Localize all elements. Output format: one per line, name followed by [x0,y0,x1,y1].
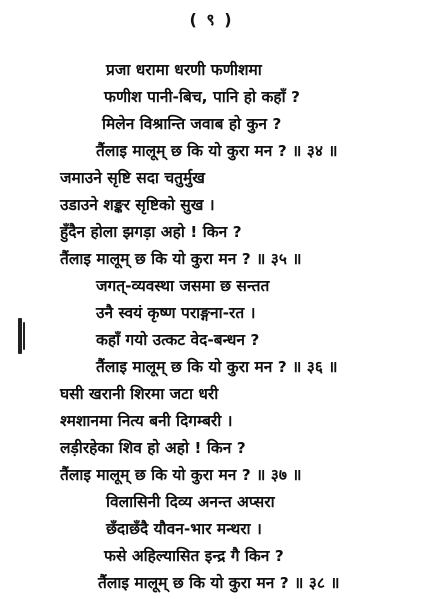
verse-line: तैंलाइ मालूम् छ कि यो कुरा मन ? ॥ ३५ ॥ [60,250,302,268]
verse-line: श्मशानमा नित्य बनी दिगम्बरी । [60,412,233,430]
verse-line: कहाँ गयो उत्कट वेद-बन्धन ? [96,331,260,349]
page-number: ( ९ ) [189,10,234,29]
margin-mark [23,322,25,350]
verse-line: घसी खरानी शिरमा जटा धरी [60,385,219,403]
verse-line: लड़ीरहेका शिव हो अहो ! किन ? [60,439,246,457]
verse-line: जगत्-व्यवस्था जसमा छ सन्तत [96,277,270,295]
verse-line: उनै स्वयं कृष्ण पराङ्गना-रत । [96,304,256,322]
verse-line: छँदाछँदै यौवन-भार मन्थरा । [106,520,262,538]
verse-line: प्रजा धरामा धरणी फणीशमा [106,61,262,79]
verse-line: जमाउने सृष्टि सदा चतुर्मुख [60,169,205,187]
verse-line: फसे अहिल्यासित इन्द्र गै किन ? [104,547,284,565]
verse-line: फणीश पानी-बिच, पानि हो कहाँ ? [104,88,300,106]
verse-line: तैंलाइ मालूम् छ कि यो कुरा मन ? ॥ ३८ ॥ [98,574,340,592]
verse-line: विलासिनी दिव्य अनन्त अप्सरा [106,493,275,511]
verse-line: हुँदैन होला झगड़ा अहो ! किन ? [60,223,242,241]
margin-mark [18,318,22,354]
verse-line: उडाउने शङ्कर सृष्टिको सुख । [60,196,215,214]
verse-line: मिलेन विश्रान्ति जवाब हो कुन ? [102,115,282,133]
verse-line: तैंलाइ मालूम् छ कि यो कुरा मन ? ॥ ३७ ॥ [60,466,302,484]
verse-line: तैंलाइ मालूम् छ कि यो कुरा मन ? ॥ ३६ ॥ [96,358,338,376]
verse-line: तैंलाइ मालूम् छ कि यो कुरा मन ? ॥ ३४ ॥ [96,142,338,160]
